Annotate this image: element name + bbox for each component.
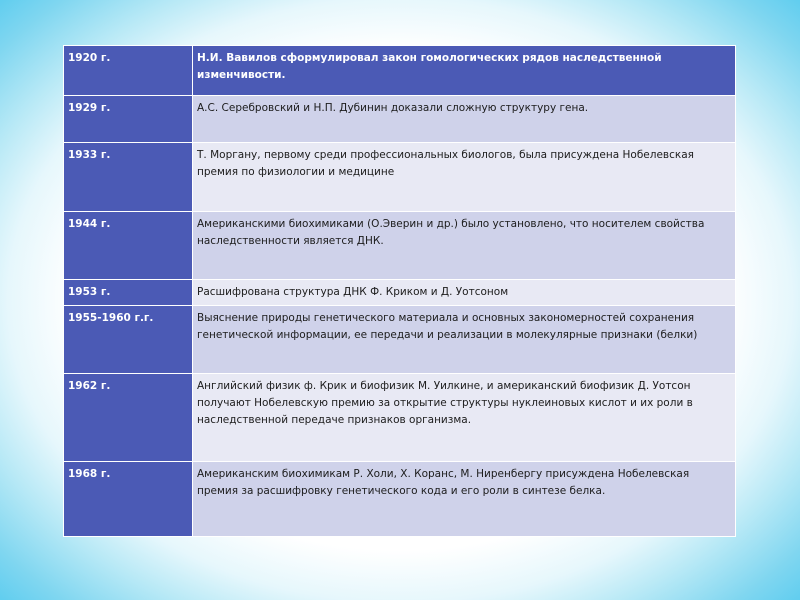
table-row	[64, 212, 736, 280]
event-cell: А.С. Серебровский и Н.П. Дубинин доказали сложную структуру гена.	[193, 96, 736, 143]
history-table	[63, 45, 736, 537]
year-cell: 1968 г.	[64, 462, 193, 537]
year-cell: 1953 г.	[64, 280, 193, 306]
year-cell: 1955-1960 г.г.	[64, 306, 193, 374]
table-row	[64, 462, 736, 537]
year-cell: 1920 г.	[64, 46, 193, 96]
year-cell: 1944 г.	[64, 212, 193, 280]
event-cell: Т. Моргану, первому среди профессиональных биологов, была присуждена Нобелевская премия по физиологии и медицине	[193, 143, 736, 212]
year-cell: 1929 г.	[64, 96, 193, 143]
event-cell: Расшифрована структура ДНК Ф. Криком и Д. Уотсоном	[193, 280, 736, 306]
table-row	[64, 306, 736, 374]
table-row	[64, 280, 736, 306]
event-cell: Выяснение природы генетического материала и основных закономерностей сохранения генетической информации, ее передачи и реализации в молекулярные признаки (белки)	[193, 306, 736, 374]
table-row	[64, 374, 736, 462]
year-cell: 1933 г.	[64, 143, 193, 212]
year-cell: 1962 г.	[64, 374, 193, 462]
event-cell: Американским биохимикам Р. Холи, Х. Коранс, М. Ниренбергу присуждена Нобелевская премия за расшифровку генетического кода и его роли в синтезе белка.	[193, 462, 736, 537]
event-cell: Американскими биохимиками (О.Эверин и др.) было установлено, что носителем свойства наследственности является ДНК.	[193, 212, 736, 280]
table-row	[64, 46, 736, 96]
event-cell: Н.И. Вавилов сформулировал закон гомологических рядов наследственной изменчивости.	[193, 46, 736, 96]
event-cell: Английский физик ф. Крик и биофизик М. Уилкине, и американский биофизик Д. Уотсон получают Нобелевскую премию за открытие структуры нуклеиновых кислот и их роли в наследственной передаче признаков организма.	[193, 374, 736, 462]
table-row	[64, 143, 736, 212]
table-row	[64, 96, 736, 143]
